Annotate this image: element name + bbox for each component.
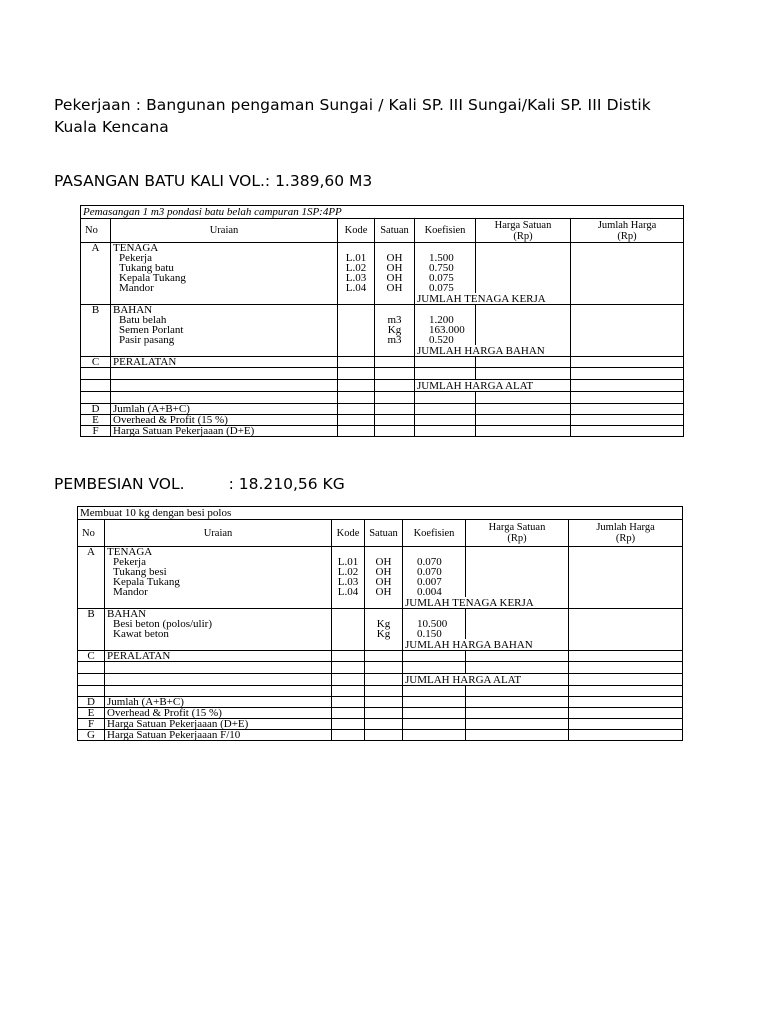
project-line-2: Kuala Kencana [54,118,169,136]
summary-label: Harga Satuan Pekerjaaan F/10 [105,730,332,741]
header-satuan: Satuan [375,219,415,243]
section-title-pasangan: PASANGAN BATU KALI VOL.: 1.389,60 M3 [54,172,373,190]
row-satuan: OH [375,283,415,293]
section-title-label: PEMBESIAN VOL. [54,475,185,493]
row-kode: L.01 [332,557,365,567]
table-row [78,587,683,597]
group-name: BAHAN [111,305,338,316]
summary-row [81,404,684,415]
header-jumlah-harga [571,219,684,243]
row-satuan: OH [365,567,403,577]
row-koefisien: 163.000 [415,325,476,335]
row-uraian: Pekerja [105,557,332,567]
group-name: TENAGA [105,547,332,558]
header-no: No [81,219,111,243]
table-row [81,335,684,345]
header-koefisien: Koefisien [415,219,476,243]
table-row [81,392,684,404]
group-letter: A [81,243,111,254]
row-uraian: Kepala Tukang [111,273,338,283]
header-no: No [78,520,105,547]
summary-row [78,730,683,741]
table-caption: Pemasangan 1 m3 pondasi batu belah campuran 1SP:4PP [81,206,684,219]
row-uraian: Semen Porlant [111,325,338,335]
group-row [81,357,684,368]
header-harga-label: Harga Satuan [494,219,552,231]
total-row [78,597,683,609]
header-jumlah-unit: (Rp) [617,230,637,242]
row-uraian: Kawat beton [105,629,332,639]
row-koefisien: 0.520 [415,335,476,345]
table-row [78,662,683,674]
table-pasangan-batu-kali [80,205,684,437]
total-row [81,380,684,392]
total-row [81,293,684,305]
summary-letter: E [81,415,111,426]
total-row [78,674,683,686]
table-row [78,686,683,697]
row-kode: L.04 [338,283,375,293]
total-row [81,345,684,357]
summary-letter: G [78,730,105,741]
row-uraian: Pekerja [111,253,338,263]
row-uraian: Mandor [111,283,338,293]
summary-label: Jumlah (A+B+C) [105,697,332,708]
row-satuan: m3 [375,335,415,345]
row-satuan: Kg [365,629,403,639]
summary-row [78,697,683,708]
table-caption: Membuat 10 kg dengan besi polos [78,507,683,520]
header-uraian: Uraian [105,520,332,547]
section-title-volume: : 18.210,56 KG [228,475,345,493]
project-line-1: Pekerjaan : Bangunan pengaman Sungai / Kali SP. III Sungai/Kali SP. III Distik [54,96,651,114]
summary-letter: D [78,697,105,708]
total-label: JUMLAH HARGA BAHAN [403,639,569,651]
group-row [81,305,684,316]
table-row [81,283,684,293]
row-koefisien: 0.004 [403,587,466,597]
project-description [54,94,714,138]
total-label: JUMLAH TENAGA KERJA [403,597,569,609]
total-label: JUMLAH HARGA ALAT [403,674,569,686]
row-satuan: OH [375,273,415,283]
table-row [81,273,684,283]
row-satuan: Kg [365,619,403,629]
summary-row [81,415,684,426]
header-jumlah-label: Jumlah Harga [597,219,657,231]
group-letter: B [78,609,105,620]
row-satuan: OH [365,577,403,587]
group-letter: C [81,357,111,368]
row-uraian: Mandor [105,587,332,597]
group-row [78,651,683,662]
summary-label: Harga Satuan Pekerjaaan (D+E) [105,719,332,730]
row-kode: L.04 [332,587,365,597]
section-title-pembesian [54,475,345,493]
group-name: PERALATAN [111,357,338,368]
row-satuan: m3 [375,315,415,325]
row-kode: L.02 [332,567,365,577]
row-koefisien: 0.150 [403,629,466,639]
row-koefisien: 0.750 [415,263,476,273]
row-uraian: Kepala Tukang [105,577,332,587]
row-kode: L.02 [338,263,375,273]
group-name: TENAGA [111,243,338,254]
summary-label: Overhead & Profit (15 %) [111,415,338,426]
row-uraian: Besi beton (polos/ulir) [105,619,332,629]
summary-label: Jumlah (A+B+C) [111,404,338,415]
row-satuan: Kg [375,325,415,335]
header-harga-unit: (Rp) [507,533,527,544]
row-uraian: Pasir pasang [111,335,338,345]
row-kode: L.03 [332,577,365,587]
row-satuan: OH [365,587,403,597]
summary-label: Harga Satuan Pekerjaaan (D+E) [111,426,338,437]
header-harga-satuan [476,219,571,243]
row-uraian: Tukang besi [105,567,332,577]
row-koefisien: 0.070 [403,557,466,567]
header-harga-label: Harga Satuan [488,522,546,533]
header-satuan: Satuan [365,520,403,547]
summary-label: Overhead & Profit (15 %) [105,708,332,719]
header-kode: Kode [338,219,375,243]
header-jumlah-harga [569,520,683,547]
summary-row [81,426,684,437]
group-name: PERALATAN [105,651,332,662]
total-label: JUMLAH TENAGA KERJA [415,293,571,305]
summary-letter: D [81,404,111,415]
group-letter: B [81,305,111,316]
header-jumlah-unit: (Rp) [615,533,636,544]
total-label: JUMLAH HARGA ALAT [415,380,571,392]
summary-letter: E [78,708,105,719]
table-pembesian [77,506,683,741]
group-row [81,243,684,254]
row-satuan: OH [375,263,415,273]
row-koefisien: 10.500 [403,619,466,629]
row-kode: L.01 [338,253,375,263]
row-koefisien: 0.007 [403,577,466,587]
row-koefisien: 1.500 [415,253,476,263]
row-koefisien: 0.070 [403,567,466,577]
table-row [78,629,683,639]
summary-row [78,719,683,730]
group-letter: A [78,547,105,558]
group-letter: C [78,651,105,662]
row-satuan: OH [375,253,415,263]
group-name: BAHAN [105,609,332,620]
header-koefisien: Koefisien [403,520,466,547]
row-uraian: Tukang batu [111,263,338,273]
header-kode: Kode [332,520,365,547]
header-harga-unit: (Rp) [513,230,533,242]
row-satuan: OH [365,557,403,567]
header-harga-satuan [466,520,569,547]
row-uraian: Batu belah [111,315,338,325]
summary-letter: F [81,426,111,437]
row-koefisien: 0.075 [415,283,476,293]
row-kode: L.03 [338,273,375,283]
row-koefisien: 1.200 [415,315,476,325]
row-koefisien: 0.075 [415,273,476,283]
table-row [81,368,684,380]
header-uraian: Uraian [111,219,338,243]
summary-letter: F [78,719,105,730]
summary-row [78,708,683,719]
total-label: JUMLAH HARGA BAHAN [415,345,571,357]
total-row [78,639,683,651]
header-jumlah-label: Jumlah Harga [596,522,655,533]
